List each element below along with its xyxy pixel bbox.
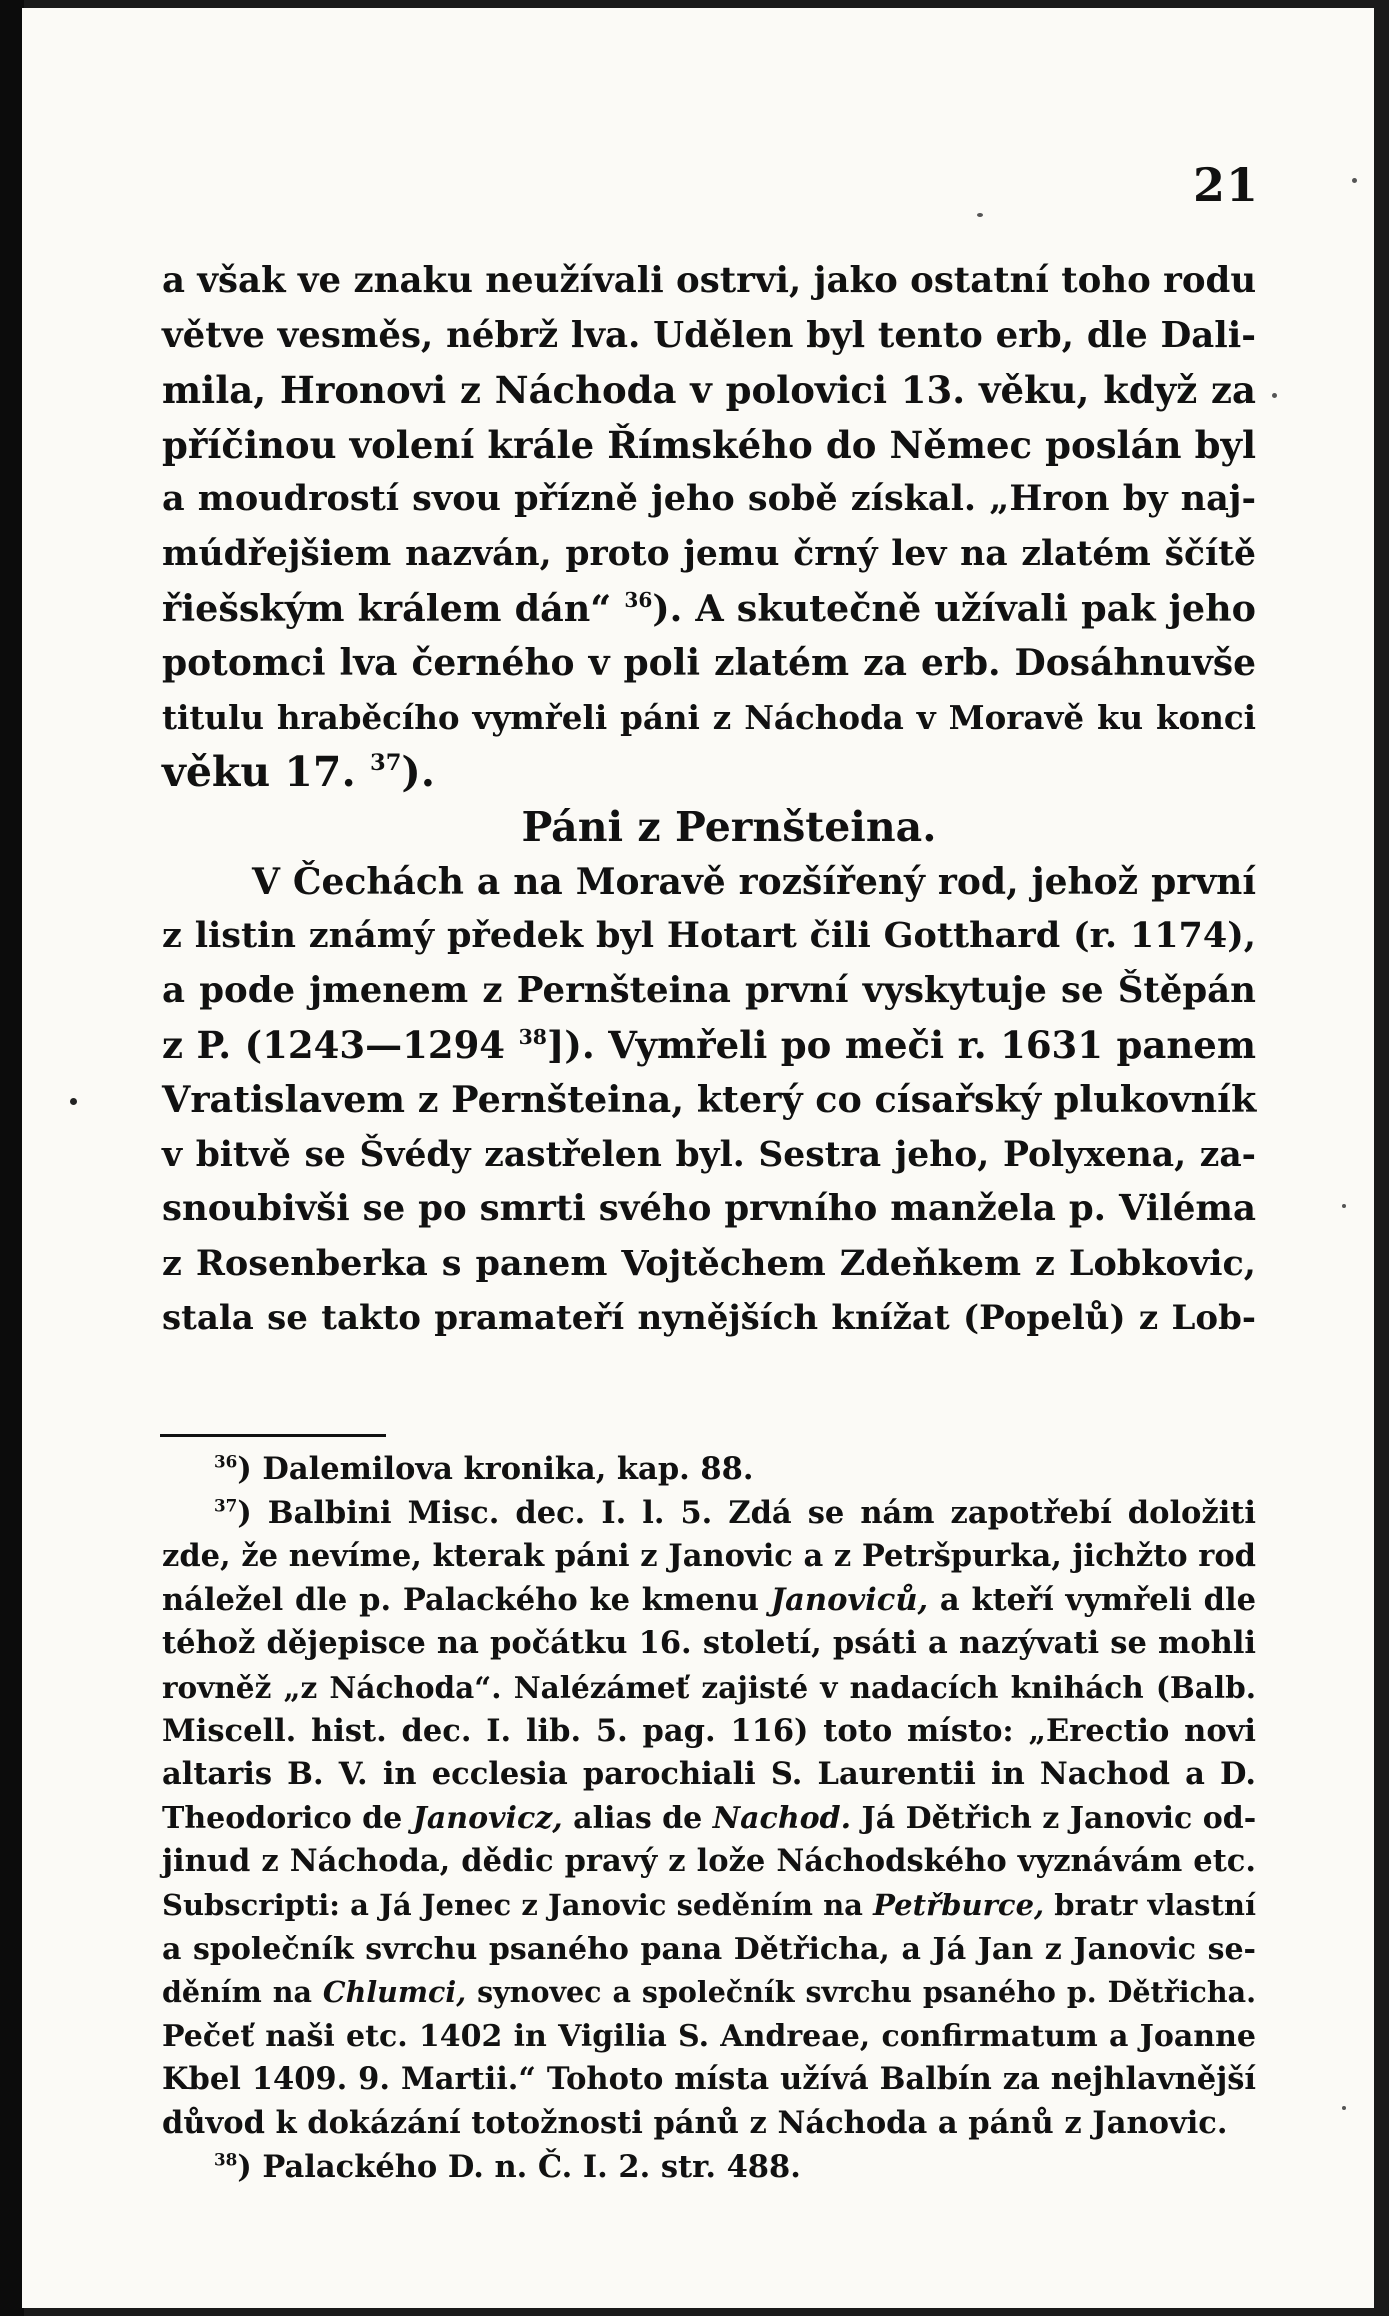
footnote-line: děním na Chlumci, synovec a společník svrchu psaného p. Dětřicha. [162,1975,1257,2010]
text-line: a pode jmenem z Pernšteina první vyskytuje se Štěpán [162,969,1256,1011]
text-line: titulu hraběcího vymřeli páni z Náchoda v Moravě ku konci [162,697,1256,737]
footnote-line: náležel dle p. Palackého ke kmenu Janoviců, a kteří vymřeli dle [162,1581,1256,1618]
footnote-line: zde, že nevíme, kterak páni z Janovic a z Petršpurka, jichžto rod [162,1538,1256,1575]
footnote-line: Pečeť naši etc. 1402 in Vigilia S. Andreae, confirmatum a Joanne [162,2018,1256,2054]
footnote-line: altaris B. V. in ecclesia parochiali S. Laurentii in Nachod a D. [162,1756,1256,1793]
text-line: mila, Hronovi z Náchoda v polovici 13. věku, když za [162,368,1256,413]
print-speck [1342,2106,1346,2110]
text-line: a však ve znaku neužívali ostrvi, jako ostatní toho rodu [162,260,1257,301]
footnote-line: jinud z Náchoda, dědic pravý z lože Náchodského vyznávám etc. [162,1843,1256,1880]
text-line: větve vesměs, nébrž lva. Udělen byl tento erb, dle Dali- [162,314,1256,356]
text-line: z Rosenberka s panem Vojtěchem Zdeňkem z Lobkovic, [162,1242,1256,1284]
text-line: Vratislavem z Pernšteina, který co císařský plukovník [162,1077,1257,1121]
text-line: snoubivši se po smrti svého prvního manžela p. Viléma [162,1188,1256,1230]
text-line: řiešským králem dán“ $^{36}$). A skutečně užívali pak jeho [162,586,1256,630]
text-line: múdřejšiem nazván, proto jemu črný lev na zlatém ščítě [162,533,1256,574]
text-line: z P. (1243—1294 $^{38}$]). Vymřeli po meči r. 1631 panem [162,1023,1256,1068]
footnotes [162,1448,1256,2189]
text-line: stala se takto pramateří nynějších knížat (Popelů) z Lob- [162,1298,1256,1339]
footnote-line: Kbel 1409. 9. Martii.“ Tohoto místa užívá Balbín za nejhlavnější [162,2061,1256,2098]
footnote-line: Subscripti: a Já Jenec z Janovic seděním na Petřburce, bratr vlastní [162,1887,1256,1922]
text-line: příčinou volení krále Římského do Němec poslán byl [162,422,1256,467]
footnote-line: Miscell. hist. dec. I. lib. 5. pag. 116) toto místo: „Erectio novi [162,1712,1256,1749]
text-line: věku 17. $^{37}$). [162,748,436,797]
footnote-36: $^{36}$) Dalemilova kronika, kap. 88. [214,1451,754,1487]
text-line: v bitvě se Švédy zastřelen byl. Sestra jeho, Polyxena, za- [162,1134,1256,1175]
footnote-line: téhož dějepisce na počátku 16. století, psáti a nazývati se mohli [162,1625,1256,1662]
print-speck [1272,393,1277,398]
page-left-edge [0,0,24,2316]
book-page [22,8,1374,2308]
main-text [162,254,1256,1346]
text-line: a moudrostí svou přízně jeho sobě získal. „Hron by naj- [162,478,1256,520]
footnote-37: $^{37}$) Balbini Misc. dec. I. l. 5. Zdá se nám zapotřebí doložiti [214,1494,1256,1531]
page-number: 21 [1192,158,1259,212]
print-speck [1352,178,1357,183]
text-line: potomci lva černého v poli zlatém za erb. Dosáhnuvše [162,642,1256,685]
footnote-ref-38: 38 [518,1025,547,1050]
footnote-line: Theodorico de Janovicz, alias de Nachod. Já Dětřich z Janovic od- [162,1800,1257,1836]
footnote-divider [160,1434,386,1437]
footnote-line: důvod k dokázání totožnosti pánů z Náchoda a pánů z Janovic. [162,2104,1228,2141]
footnote-line: rovněž „z Náchoda“. Nalézámeť zajisté v nadacích knihách (Balb. [162,1669,1256,1705]
text-line: V Čechách a na Moravě rozšířený rod, jehož první [252,860,1256,903]
print-speck [977,213,983,217]
section-heading: Páni z Pernšteina. [521,802,937,851]
text-line: z listin známý předek byl Hotart čili Gotthard (r. 1174), [162,915,1256,957]
footnote-38: $^{38}$) Palackého D. n. Č. I. 2. str. 488. [214,2148,801,2185]
print-speck [1342,1204,1346,1208]
footnote-line: a společník svrchu psaného pana Dětřicha, a Já Jan z Janovic se- [162,1931,1256,1967]
footnote-ref-37: 37 [370,750,402,777]
footnote-ref-36: 36 [624,587,653,612]
print-speck [70,1098,77,1105]
